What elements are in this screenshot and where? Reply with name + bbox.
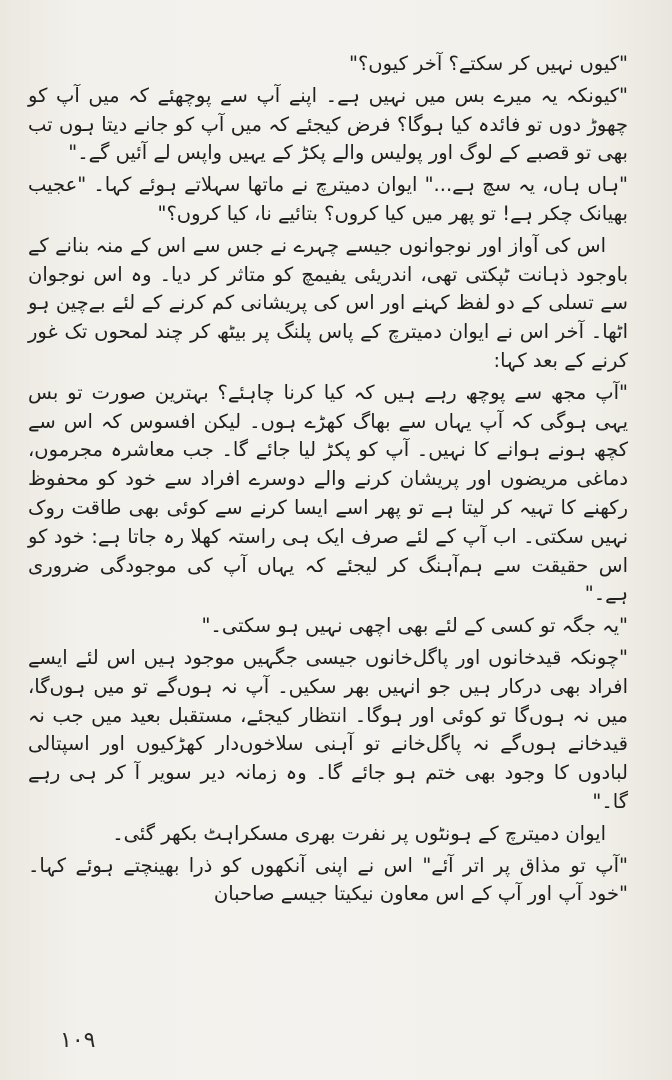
paragraph-1: "کیوں نہیں کر سکتے؟ آخر کیوں؟": [348, 52, 628, 75]
paragraph-6: "یہ جگہ تو کسی کے لئے بھی اچھی نہیں ہو سکتی۔": [201, 614, 628, 638]
paragraph-3: "ہاں ہاں، یہ سچ ہے..." ایوان دمیترچ نے ماتھا سہلاتے ہوئے کہا۔ "عجیب بھیانک چکر ہے! تو پھر میں کیا کروں؟ بتائیے نا، کیا کروں؟": [28, 173, 628, 225]
paragraph-8: ایوان دمیترچ کے ہونٹوں پر نفرت بھری مسکراہٹ بکھر گئی۔: [112, 821, 606, 845]
paragraph-5: "آپ مجھ سے پوچھ رہے ہیں کہ کیا کرنا چاہئے؟ بہترین صورت تو بس یہی ہوگی کہ آپ یہاں سے بھاگ کھڑے ہوں۔ لیکن افسوس کہ اس سے کچھ ہونے ہوانے کا نہیں۔ آپ کو پکڑ لیا جائے گا۔ جب معاشرہ مجرموں، دماغی مریضوں اور پریشان کرنے والے دوسرے افراد سے خود کو محفوظ رکھنے کا تہیہ کر لیتا ہے تو پھر اسے ایسا کرنے سے کوئی بھی طاقت روک نہیں سکتی۔ اب آپ کے لئے صرف ایک ہی راستہ کھلا رہ جاتا ہے: خود کو اس حقیقت سے ہم‌آہنگ کر لیجئے کہ یہاں آپ کی موجودگی ضروری ہے۔": [28, 380, 628, 606]
paragraph-9: "آپ تو مذاق پر اتر آئے" اس نے اپنی آنکھوں کو ذرا بھینچتے ہوئے کہا۔ "خود آپ اور آپ کے اس معاون نیکیتا جیسے صاحبان: [28, 853, 628, 906]
paragraph-4: اس کی آواز اور نوجوانوں جیسے چہرے نے جس سے اس کے منہ بنانے کے باوجود ذہانت ٹپکتی تھی، اندریئی یفیمچ کو متاثر کر دیا۔ وہ اس نوجوان سے تسلی کے دو لفظ کہنے اور اس کی پریشانی کم کرنے کے لئے بےچین ہو اٹھا۔ آخر اس نے ایوان دمیترچ کے پاس پلنگ پر بیٹھ کر چند لمحوں تک غور کرنے کے بعد کہا:: [28, 233, 628, 372]
page-body-text: [28, 50, 628, 912]
page-number: ۱۰۹: [60, 1028, 96, 1053]
paragraph-7: "چونکہ قیدخانوں اور پاگل‌خانوں جیسی جگہیں موجود ہیں اس لئے ایسے افراد بھی درکار ہیں جو انہیں بھر سکیں۔ آپ نہ ہوں‌گے تو میں ہوں‌گا، میں نہ ہوں‌گا تو کوئی اور ہوگا۔ انتظار کیجئے، مستقبل بعید میں جب نہ قیدخانے ہوں‌گے نہ پاگل‌خانے تو آہنی سلاخوں‌دار کھڑکیوں اور اسپتالی لبادوں کا وجود بھی ختم ہو جائے گا۔ وہ زمانہ دیر سویر آ کر ہی رہے گا۔": [28, 645, 628, 813]
paragraph-2: "کیونکہ یہ میرے بس میں نہیں ہے۔ اپنے آپ سے پوچھئے کہ میں آپ کو چھوڑ دوں تو فائدہ کیا ہوگا؟ فرض کیجئے کہ میں آپ کو جانے دیتا ہوں تب بھی تو قصبے کے لوگ اور پولیس والے پکڑ کے یہیں واپس لے آئیں گے۔": [28, 83, 628, 165]
